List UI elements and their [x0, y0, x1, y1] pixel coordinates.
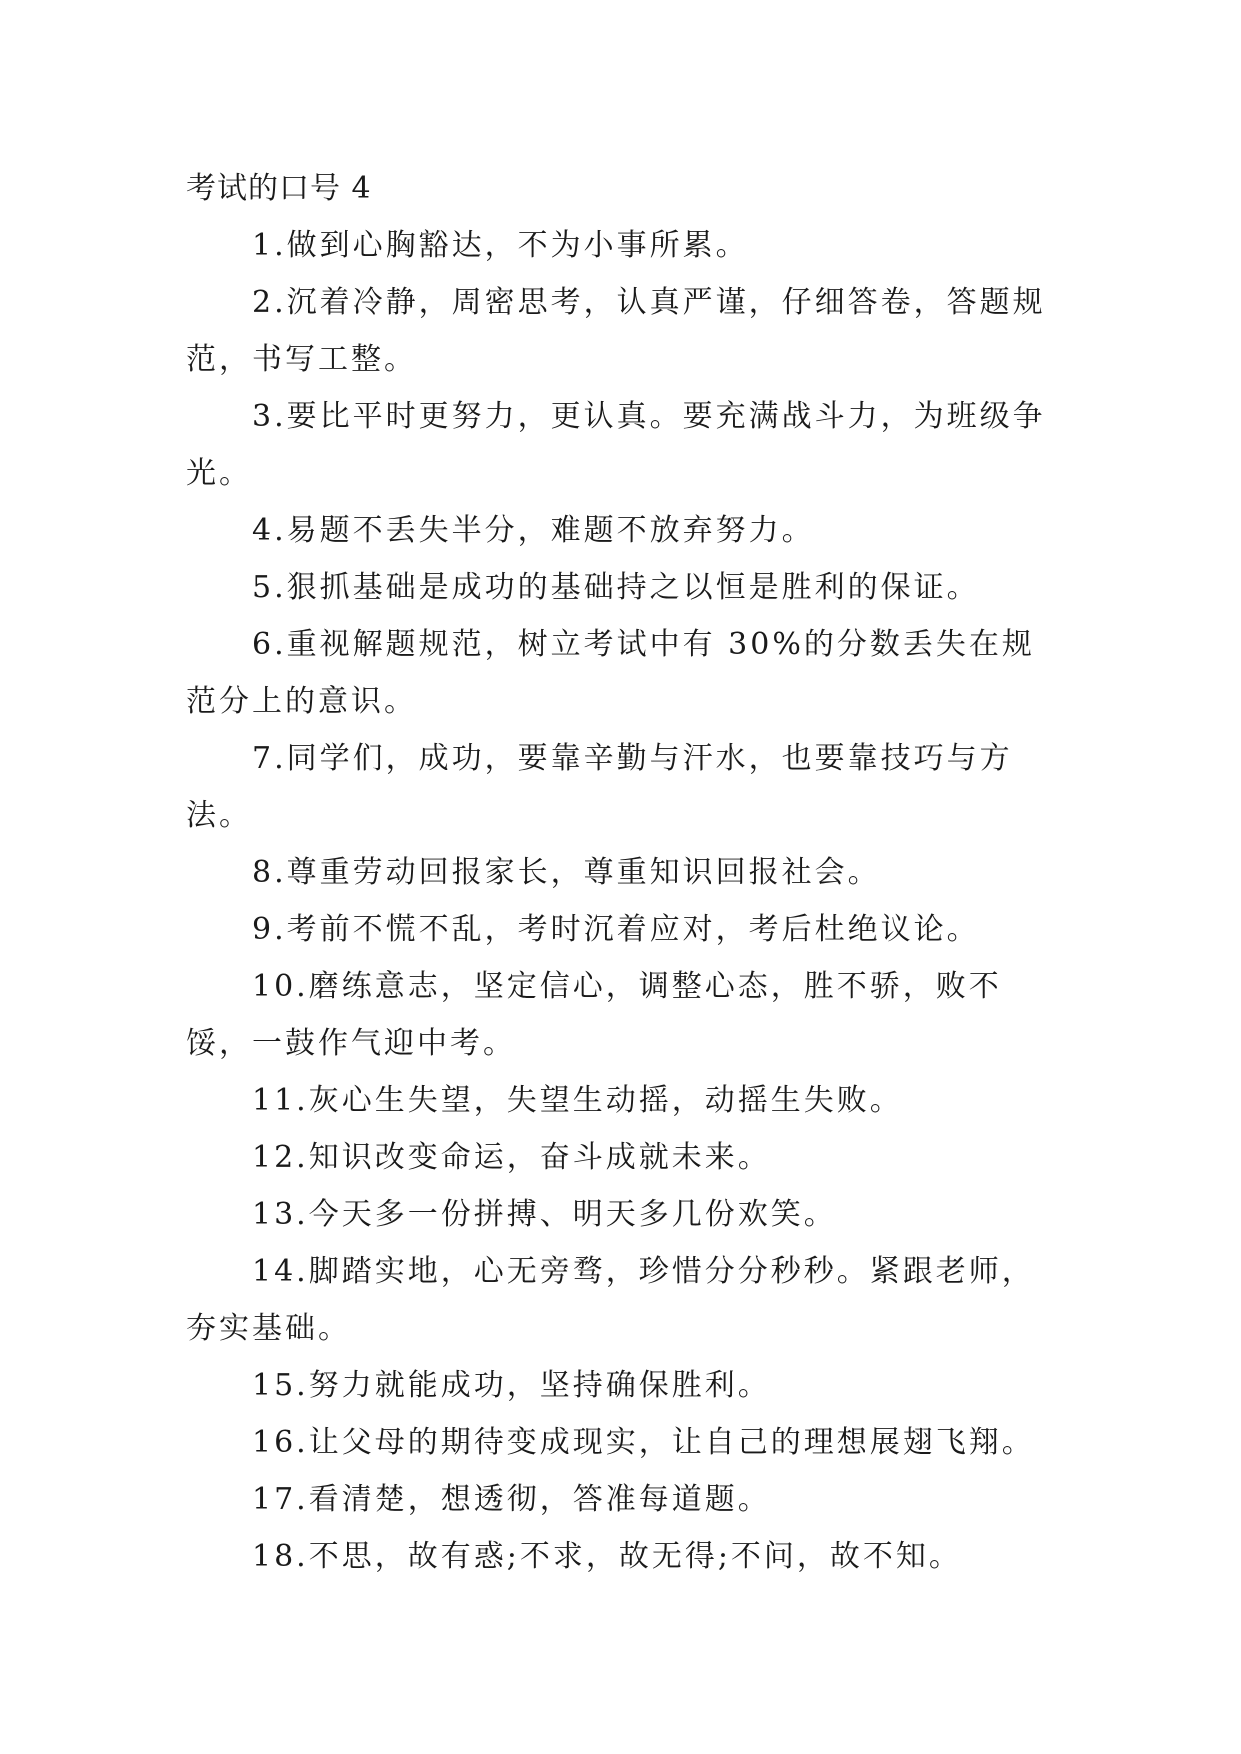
- slogan-item: 17.看清楚，想透彻，答准每道题。: [252, 1482, 771, 1517]
- slogan-item: 13.今天多一份拼搏、明天多几份欢笑。: [252, 1197, 837, 1232]
- slogan-item: 18.不思，故有惑;不求，故无得;不问，故不知。: [252, 1539, 962, 1574]
- slogan-item: 1.做到心胸豁达，不为小事所累。: [252, 228, 749, 263]
- slogan-item: 15.努力就能成功，坚持确保胜利。: [252, 1368, 771, 1403]
- document-title: 考试的口号 4: [186, 171, 372, 206]
- slogan-item: 4.易题不丢失半分，难题不放弃努力。: [252, 513, 815, 548]
- slogan-item: 9.考前不慌不乱，考时沉着应对，考后杜绝议论。: [252, 912, 980, 947]
- slogan-item: 6.重视解题规范，树立考试中有 30%的分数丢失在规范分上的意识。: [186, 627, 1035, 719]
- document-page: [186, 160, 1056, 1585]
- slogan-item: 14.脚踏实地，心无旁骛，珍惜分分秒秒。紧跟老师，夯实基础。: [186, 1254, 1035, 1346]
- slogan-item: 11.灰心生失望，失望生动摇，动摇生失败。: [252, 1083, 903, 1118]
- slogan-item: 16.让父母的期待变成现实，让自己的理想展翅飞翔。: [252, 1425, 1035, 1460]
- slogan-item: 10.磨练意志，坚定信心，调整心态，胜不骄，败不馁，一鼓作气迎中考。: [186, 969, 1002, 1061]
- slogan-item: 3.要比平时更努力，更认真。要充满战斗力，为班级争光。: [186, 399, 1046, 491]
- slogan-item: 12.知识改变命运，奋斗成就未来。: [252, 1140, 771, 1175]
- slogan-item: 7.同学们，成功，要靠辛勤与汗水，也要靠技巧与方法。: [186, 741, 1013, 833]
- slogan-item: 5.狠抓基础是成功的基础持之以恒是胜利的保证。: [252, 570, 980, 605]
- slogan-item: 2.沉着冷静，周密思考，认真严谨，仔细答卷，答题规范，书写工整。: [186, 285, 1046, 377]
- slogan-item: 8.尊重劳动回报家长，尊重知识回报社会。: [252, 855, 881, 890]
